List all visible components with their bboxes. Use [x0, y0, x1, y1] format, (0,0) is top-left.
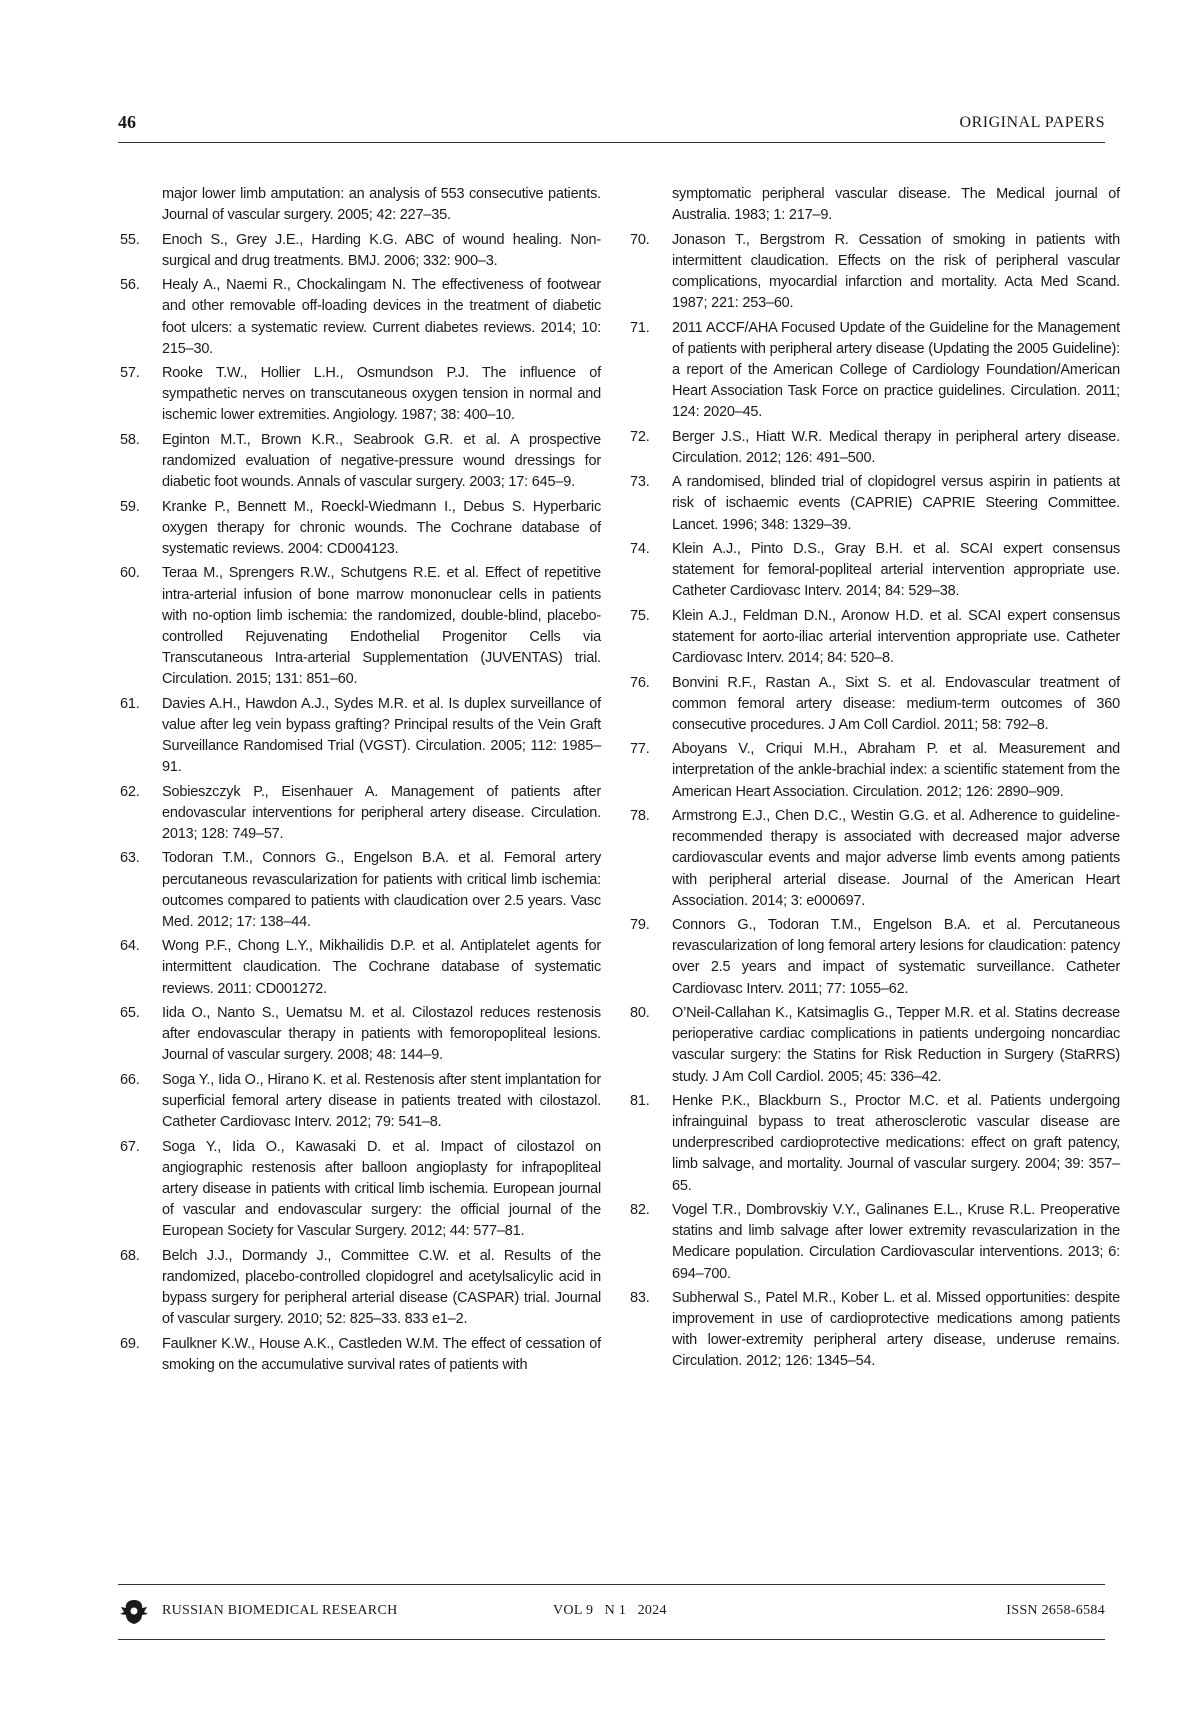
reference-item: [630, 1288, 1120, 1373]
reference-text: Belch J.J., Dormandy J., Committee C.W. et al. Results of the randomized, placebo-controlled clopidogrel and acetylsalicylic acid in bypass surgery for peripheral arterial disease (CASPAR) trial. Journal of vascular surgery. 2010; 52: 825–33. 833 e1–2.: [162, 1247, 601, 1328]
journal-logo-icon: [118, 1599, 150, 1625]
reference-item: [120, 1070, 601, 1133]
reference-text: Connors G., Todoran T.M., Engelson B.A. et al. Percutaneous revascularization of long femoral artery lesions for claudication: patency over 2.5 years and impact of systematic surveillance. Catheter Cardiovasc Interv. 2011; 77: 1055–62.: [672, 917, 1120, 997]
reference-number: 75.: [630, 607, 650, 624]
reference-text: Iida O., Nanto S., Uematsu M. et al. Cilostazol reduces restenosis after endovascular therapy in patients with femoropopliteal lesions. Journal of vascular surgery. 2008; 48: 144–9.: [162, 1005, 601, 1064]
reference-item: [120, 1003, 601, 1066]
reference-item: [630, 673, 1120, 736]
reference-text: Vogel T.R., Dombrovskiy V.Y., Galinanes E.L., Kruse R.L. Preoperative statins and limb salvage after lower extremity revascularization in the Medicare population. Circulation Cardiovascular interventions. 2013; 6: 694–700.: [672, 1202, 1120, 1282]
reference-text: Klein A.J., Pinto D.S., Gray B.H. et al. SCAI expert consensus statement for femoral-popliteal arterial intervention appropriate use. Catheter Cardiovasc Interv. 2014; 84: 529–38.: [672, 540, 1120, 600]
reference-item: [630, 1200, 1120, 1285]
reference-item: [630, 915, 1120, 1000]
reference-number: 81.: [630, 1092, 650, 1109]
reference-item: [120, 1246, 601, 1331]
page-header: [118, 108, 1105, 143]
reference-number: 66.: [120, 1071, 140, 1088]
reference-number: 60.: [120, 565, 140, 582]
reference-item: [120, 563, 601, 690]
reference-text: major lower limb amputation: an analysis of 553 consecutive patients. Journal of vascular surgery. 2005; 42: 227–35.: [162, 186, 601, 224]
page-footer: [118, 1584, 1105, 1640]
reference-text: Berger J.S., Hiatt W.R. Medical therapy in peripheral artery disease. Circulation. 2012; 126: 491–500.: [672, 428, 1120, 466]
reference-number: 74.: [630, 540, 650, 557]
reference-number: 65.: [120, 1005, 140, 1022]
reference-text: Jonason T., Bergstrom R. Cessation of smoking in patients with intermittent claudication. Effects on the risk of peripheral vascular complications, myocardial infarction and mortality. Acta Med Scand. 1987; 221: 253–60.: [672, 231, 1120, 312]
reference-number: 57.: [120, 365, 140, 382]
reference-item: [630, 806, 1120, 912]
reference-text: Wong P.F., Chong L.Y., Mikhailidis D.P. et al. Antiplatelet agents for intermittent claudication. The Cochrane database of systematic reviews. 2011: CD001272.: [162, 938, 601, 997]
reference-item: [120, 230, 601, 272]
left-column: [120, 184, 601, 1379]
reference-number: 59.: [120, 498, 140, 515]
reference-item: [120, 363, 601, 426]
reference-text: O’Neil-Callahan K., Katsimaglis G., Tepper M.R. et al. Statins decrease perioperative cardiac complications in patients undergoing noncardiac vascular surgery: the Statins for Risk Reduction in Surgery (StaRRS) study. J Am Coll Cardiol. 2005; 45: 336–42.: [672, 1005, 1120, 1085]
reference-number: 58.: [120, 431, 140, 448]
reference-text: Healy A., Naemi R., Chockalingam N. The effectiveness of footwear and other removable off-loading devices in the treatment of diabetic foot ulcers: a systematic review. Current diabetes reviews. 2014; 10: 215–30.: [162, 277, 601, 357]
page-number: 46: [118, 112, 136, 132]
reference-number: 67.: [120, 1138, 140, 1155]
reference-item: [630, 739, 1120, 802]
reference-text: Armstrong E.J., Chen D.C., Westin G.G. et al. Adherence to guideline-recommended therapy is associated with decreased major adverse cardiovascular events and major adverse limb events among patients with peripheral arterial disease. Journal of the American Heart Association. 2014; 3: e000697.: [672, 808, 1120, 909]
reference-text: Soga Y., Iida O., Hirano K. et al. Restenosis after stent implantation for superficial femoral artery disease in patients treated with cilostazol. Catheter Cardiovasc Interv. 2012; 79: 541–8.: [162, 1071, 601, 1131]
reference-number: 82.: [630, 1202, 650, 1219]
reference-text: Klein A.J., Feldman D.N., Aronow H.D. et al. SCAI expert consensus statement for aorto-iliac arterial intervention appropriate use. Catheter Cardiovasc Interv. 2014; 84: 520–8.: [672, 607, 1120, 667]
reference-text: 2011 ACCF/AHA Focused Update of the Guideline for the Management of patients with peripheral artery disease (Updating the 2005 Guideline): a report of the American College of Cardiology Foundation/American Heart Association Task Force on practice guidelines. Circulation. 2011; 124: 2020–45.: [672, 319, 1120, 421]
reference-item: [120, 936, 601, 999]
reference-item: [630, 427, 1120, 469]
reference-text: Subherwal S., Patel M.R., Kober L. et al. Missed opportunities: despite improvement in use of cardioprotective medications among patients with lower-extremity peripheral artery disease, underuse remains. Circulation. 2012; 126: 1345–54.: [672, 1289, 1120, 1370]
reference-number: 70.: [630, 231, 650, 248]
reference-number: 73.: [630, 474, 650, 491]
reference-number: 71.: [630, 319, 650, 336]
reference-number: 78.: [630, 808, 650, 825]
journal-name: RUSSIAN BIOMEDICAL RESEARCH: [162, 1603, 398, 1618]
reference-number: 69.: [120, 1335, 140, 1352]
reference-text: Bonvini R.F., Rastan A., Sixt S. et al. Endovascular treatment of common femoral artery disease: medium-term outcomes of 360 consecutive procedures. J Am Coll Cardiol. 2011; 58: 792–8.: [672, 674, 1120, 733]
reference-number: 61.: [120, 695, 140, 712]
reference-number: 76.: [630, 674, 650, 691]
reference-text: Eginton M.T., Brown K.R., Seabrook G.R. et al. A prospective randomized evaluation of negative-pressure wound dressings for diabetic foot wounds. Annals of vascular surgery. 2003; 17: 645–9.: [162, 431, 601, 491]
reference-number: 79.: [630, 917, 650, 934]
volume-issue: VOL 9 N 1 2024: [553, 1603, 667, 1618]
reference-text: Teraa M., Sprengers R.W., Schutgens R.E. et al. Effect of repetitive intra-arterial infusion of bone marrow mononuclear cells in patients with no-option limb ischemia: the randomized, double-blind, placebo-controlled Rejuvenating Endothelial Progenitor Cells via Transcutaneous Intra-arterial Supplementation (JUVENTAS) trial. Circulation. 2015; 131: 851–60.: [162, 565, 601, 688]
issn: ISSN 2658-6584: [1006, 1603, 1105, 1618]
reference-item: [630, 1003, 1120, 1088]
reference-list-left: [120, 230, 601, 1376]
reference-item: [630, 472, 1120, 535]
reference-item: [630, 606, 1120, 669]
right-column: [630, 184, 1120, 1376]
reference-number: 83.: [630, 1289, 650, 1306]
reference-item: [120, 848, 601, 933]
reference-text: Davies A.H., Hawdon A.J., Sydes M.R. et al. Is duplex surveillance of value after leg vein bypass grafting? Principal results of the Vein Graft Surveillance Randomised Trial (VGST). Circulation. 2005; 112: 1985–91.: [162, 695, 601, 776]
reference-text: Soga Y., Iida O., Kawasaki D. et al. Impact of cilostazol on angiographic restenosis after balloon angioplasty for infrapopliteal artery disease in patients with critical limb ischemia. European journal of vascular and endovascular surgery: the official journal of the European Society for Vascular Surgery. 2012; 44: 577–81.: [162, 1138, 601, 1240]
reference-item: [120, 694, 601, 779]
reference-number: 63.: [120, 850, 140, 867]
reference-list-right: [630, 230, 1120, 1373]
reference-text: Aboyans V., Criqui M.H., Abraham P. et al. Measurement and interpretation of the ankle-brachial index: a scientific statement from the American Heart Association. Circulation. 2012; 126: 2890–909.: [672, 741, 1120, 800]
reference-item: [120, 1137, 601, 1243]
reference-number: 55.: [120, 231, 140, 248]
reference-item: [120, 1334, 601, 1376]
reference-item: [120, 497, 601, 560]
reference-number: 56.: [120, 277, 140, 294]
reference-text: Sobieszczyk P., Eisenhauer A. Management of patients after endovascular interventions for peripheral artery disease. Circulation. 2013; 128: 749–57.: [162, 783, 601, 842]
reference-number: 80.: [630, 1005, 650, 1022]
reference-item: [120, 275, 601, 360]
reference-item: [120, 782, 601, 845]
reference-text: Kranke P., Bennett M., Roeckl-Wiedmann I., Debus S. Hyperbaric oxygen therapy for chronic wounds. The Cochrane database of systematic reviews. 2004: CD004123.: [162, 498, 601, 557]
reference-number: 77.: [630, 741, 650, 758]
reference-text: Faulkner K.W., House A.K., Castleden W.M. The effect of cessation of smoking on the accumulative survival rates of patients with: [162, 1335, 601, 1373]
reference-text: Henke P.K., Blackburn S., Proctor M.C. et al. Patients undergoing infrainguinal bypass to treat atherosclerotic vascular disease are underprescribed cardioprotective medications: effect on graft patency, limb salvage, and mortality. Journal of vascular surgery. 2004; 39: 357–65.: [672, 1092, 1120, 1194]
reference-number: 72.: [630, 428, 650, 445]
reference-text: A randomised, blinded trial of clopidogrel versus aspirin in patients at risk of ischaemic events (CAPRIE) CAPRIE Steering Committee. Lancet. 1996; 348: 1329–39.: [672, 474, 1120, 533]
reference-text: symptomatic peripheral vascular disease. The Medical journal of Australia. 1983; 1: 217–9.: [672, 186, 1120, 224]
reference-continuation: [120, 184, 601, 226]
section-title: ORIGINAL PAPERS: [959, 114, 1105, 131]
reference-text: Enoch S., Grey J.E., Harding K.G. ABC of wound healing. Non-surgical and drug treatments. BMJ. 2006; 332: 900–3.: [162, 231, 601, 269]
reference-text: Todoran T.M., Connors G., Engelson B.A. et al. Femoral artery percutaneous revascularization for patients with critical limb ischemia: outcomes compared to patients with claudication over 2.5 years. Vasc Med. 2012; 17: 138–44.: [162, 850, 601, 930]
reference-text: Rooke T.W., Hollier L.H., Osmundson P.J. The influence of sympathetic nerves on transcutaneous oxygen tension in normal and ischemic lower extremities. Angiology. 1987; 38: 400–10.: [162, 365, 601, 424]
reference-number: 64.: [120, 938, 140, 955]
reference-item: [630, 230, 1120, 315]
reference-item: [630, 539, 1120, 602]
reference-item: [120, 430, 601, 493]
reference-number: 62.: [120, 783, 140, 800]
reference-item: [630, 318, 1120, 424]
reference-number: 68.: [120, 1247, 140, 1264]
reference-item: [630, 1091, 1120, 1197]
reference-continuation: [630, 184, 1120, 226]
